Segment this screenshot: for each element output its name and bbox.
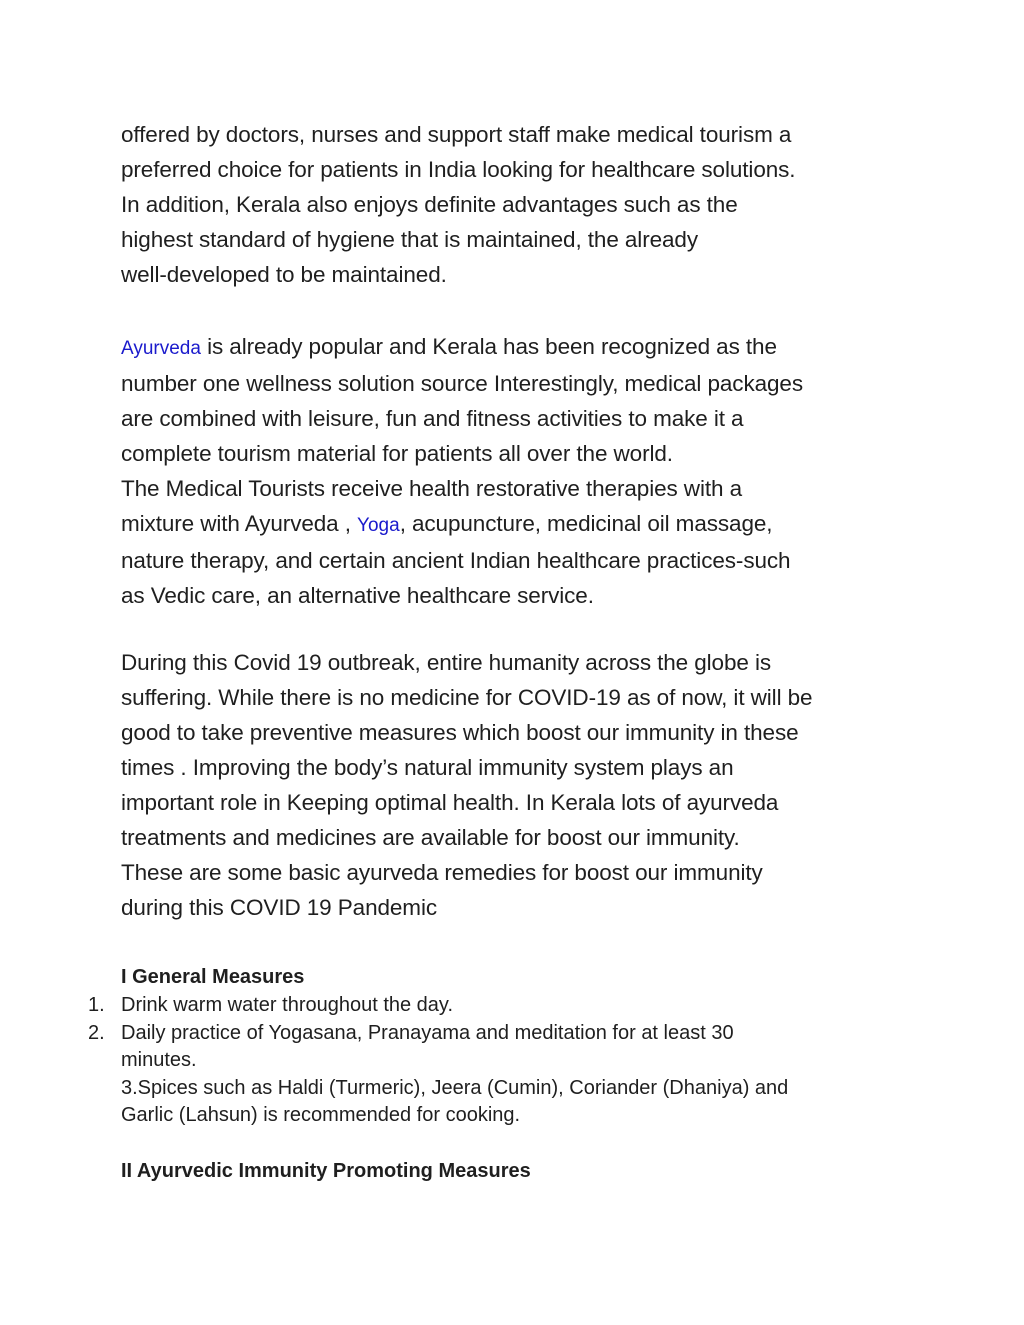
paragraph-line: suffering. While there is no medicine for COVID-19 as of now, it will be — [121, 685, 813, 710]
paragraph-line: well-developed to be maintained. — [121, 262, 447, 287]
list-item-text: 3.Spices such as Haldi (Turmeric), Jeera (Cumin), Coriander (Dhaniya) and — [121, 1076, 789, 1099]
paragraph-line: These are some basic ayurveda remedies for boost our immunity — [121, 860, 763, 885]
paragraph-line: number one wellness solution source Interestingly, medical packages — [121, 371, 804, 396]
paragraph-text: mixture with Ayurveda , — [121, 511, 358, 536]
paragraph-line: offered by doctors, nurses and support staff make medical tourism a — [121, 122, 792, 147]
paragraph-line — [121, 329, 921, 366]
paragraph-line: during this COVID 19 Pandemic — [121, 895, 438, 920]
ayurveda-link[interactable]: Ayurveda — [121, 338, 201, 359]
paragraph-line: In addition, Kerala also enjoys definite advantages such as the — [121, 192, 738, 217]
paragraph-line: good to take preventive measures which boost our immunity in these — [121, 720, 799, 745]
list-item-text: Drink warm water throughout the day. — [121, 994, 454, 1016]
paragraph-line: important role in Keeping optimal health. In Kerala lots of ayurveda — [121, 790, 779, 815]
paragraph-line: are combined with leisure, fun and fitness activities to make it a — [121, 406, 744, 431]
paragraph-text: is already popular and Kerala has been recognized as the — [200, 334, 777, 359]
paragraph-line — [121, 506, 921, 543]
paragraph-line: The Medical Tourists receive health restorative therapies with a — [121, 476, 742, 501]
list-marker: 1. — [88, 994, 105, 1016]
paragraph-line: times . Improving the body’s natural immunity system plays an — [121, 755, 734, 780]
list-item-text: minutes. — [121, 1049, 197, 1071]
paragraph-line: as Vedic care, an alternative healthcare service. — [121, 583, 594, 608]
paragraph-line: treatments and medicines are available for boost our immunity. — [121, 825, 740, 850]
paragraph-line: During this Covid 19 outbreak, entire humanity across the globe is — [121, 650, 771, 675]
list-item-text: Garlic (Lahsun) is recommended for cooking. — [121, 1104, 521, 1126]
paragraph-line: highest standard of hygiene that is maintained, the already — [121, 227, 698, 252]
paragraph-medical-tourism — [121, 117, 921, 292]
list-marker: 2. — [88, 1021, 105, 1044]
yoga-link[interactable]: Yoga — [357, 515, 400, 536]
paragraph-line: preferred choice for patients in India looking for healthcare solutions. — [121, 157, 796, 182]
paragraph-covid-immunity — [121, 645, 921, 925]
section-heading-ayurvedic-measures: II Ayurvedic Immunity Promoting Measures — [121, 1160, 531, 1182]
list-item — [0, 1020, 1024, 1130]
list-item-text: Daily practice of Yogasana, Pranayama and meditation for at least 30 — [121, 1021, 734, 1044]
general-measures-list — [0, 992, 1024, 1130]
paragraph-text: , acupuncture, medicinal oil massage, — [399, 511, 773, 536]
paragraph-ayurveda-kerala — [121, 329, 921, 613]
list-item — [0, 992, 1024, 1020]
paragraph-line: nature therapy, and certain ancient Indian healthcare practices-such — [121, 548, 791, 573]
paragraph-line: complete tourism material for patients all over the world. — [121, 441, 673, 466]
section-heading-general-measures: I General Measures — [121, 966, 305, 988]
